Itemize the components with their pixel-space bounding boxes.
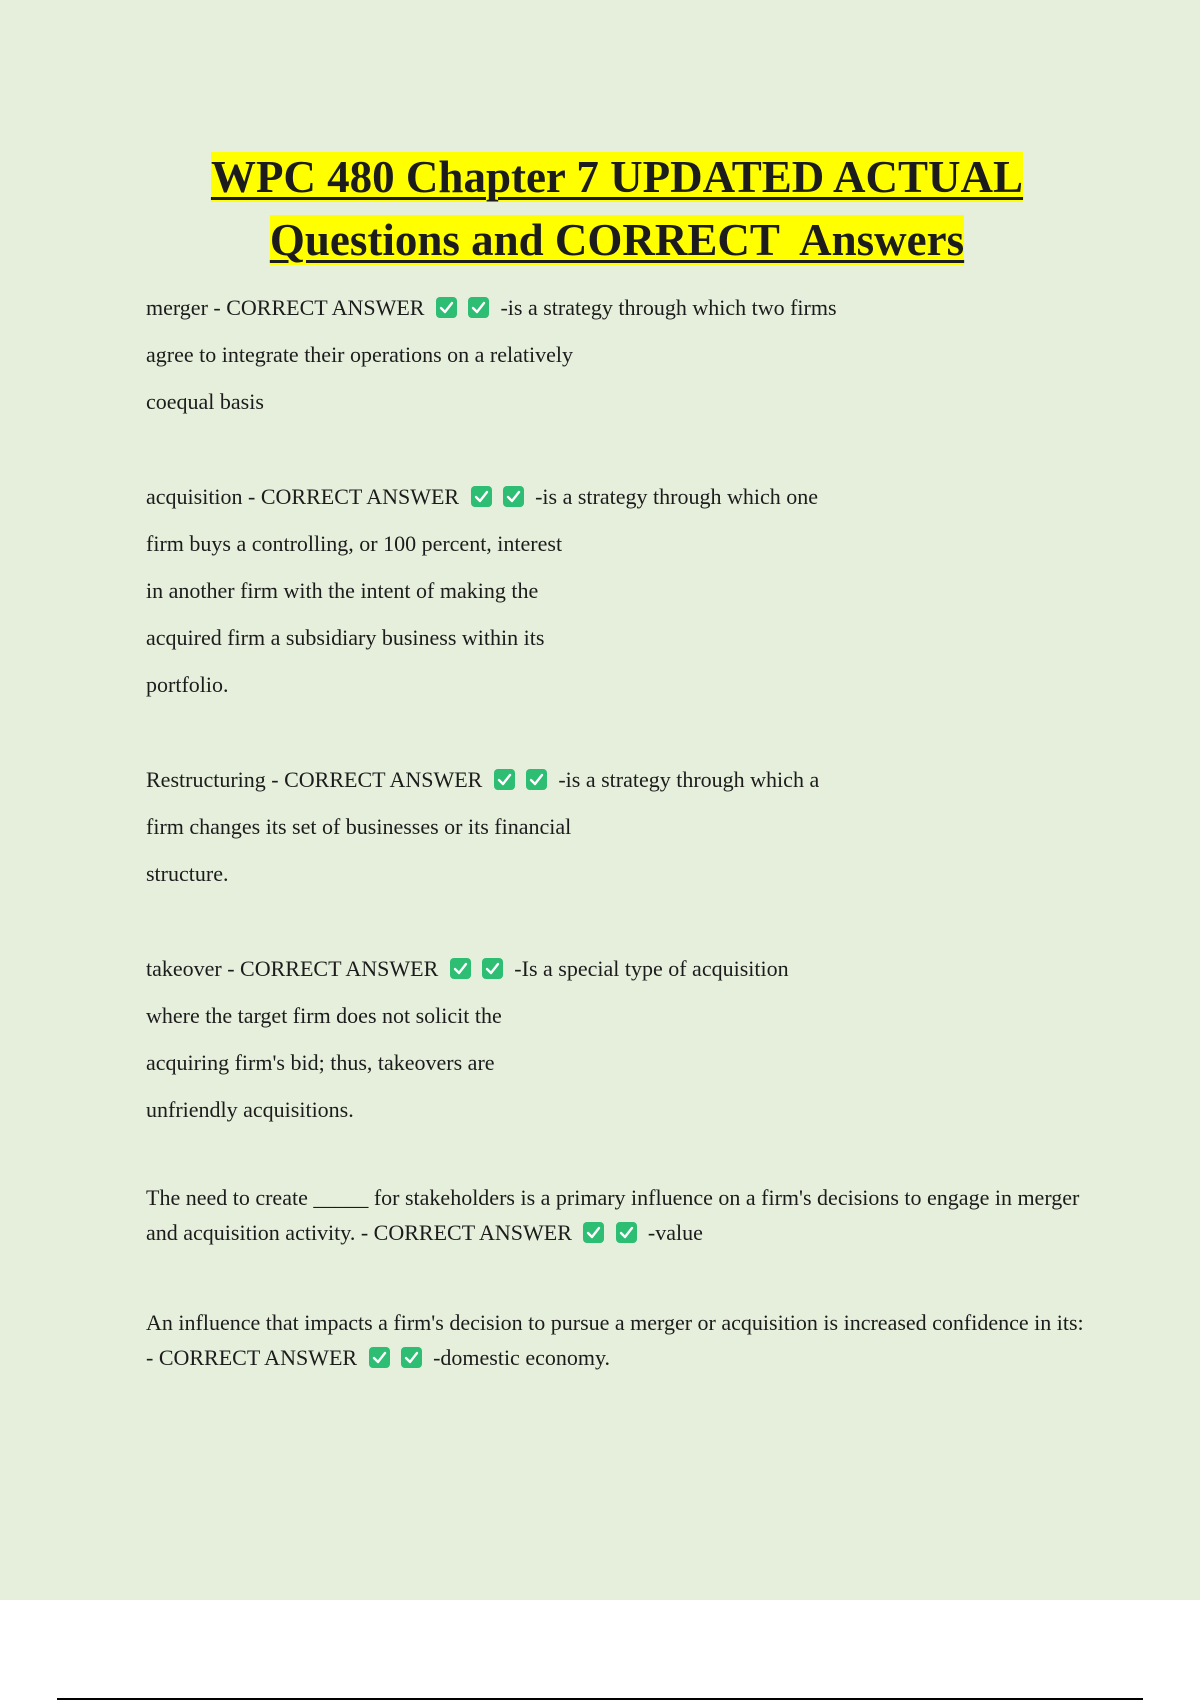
check-box-icon — [369, 1347, 390, 1368]
term-text: takeover — [146, 956, 222, 981]
definition-line: acquired firm a subsidiary business within its — [146, 625, 545, 650]
definition-line: firm changes its set of businesses or its financial — [146, 814, 572, 839]
check-box-icon — [526, 769, 547, 790]
answer-text: -domestic economy. — [433, 1344, 611, 1370]
definition-line: agree to integrate their operations on a relatively — [146, 342, 573, 367]
qa-entry-value — [146, 1181, 1086, 1250]
definition-line: firm buys a controlling, or 100 percent, interest — [146, 531, 563, 556]
check-box-icon — [583, 1222, 604, 1243]
qa-entry-acquisition — [146, 473, 1086, 708]
check-box-icon — [471, 486, 492, 507]
definition-line: portfolio. — [146, 672, 229, 697]
title-line-1: WPC 480 Chapter 7 UPDATED ACTUAL — [210, 152, 1024, 202]
check-box-icon — [482, 958, 503, 979]
definition-text: -is a strategy through which one — [535, 484, 818, 509]
term-text: merger — [146, 295, 208, 320]
check-box-icon — [503, 486, 524, 507]
qa-line — [146, 473, 1086, 520]
term-text: acquisition — [146, 484, 243, 509]
answer-label: - CORRECT ANSWER — [265, 767, 483, 792]
definition-line: in another firm with the intent of making the — [146, 578, 539, 603]
check-box-icon — [450, 958, 471, 979]
qa-entry-takeover — [146, 945, 1086, 1133]
answer-label: - CORRECT ANSWER — [221, 956, 439, 981]
check-box-icon — [436, 297, 457, 318]
answer-label: - CORRECT ANSWER — [242, 484, 460, 509]
page-title — [0, 146, 1200, 272]
qa-entry-domestic-economy — [146, 1306, 1086, 1375]
check-box-icon — [468, 297, 489, 318]
answer-label: - CORRECT ANSWER — [207, 295, 425, 320]
definition-line: structure. — [146, 861, 229, 886]
qa-entry-merger — [146, 284, 1086, 425]
qa-entry-restructuring — [146, 756, 1086, 897]
answer-label: - CORRECT ANSWER — [355, 1219, 572, 1245]
definition-line: where the target firm does not solicit the — [146, 1003, 502, 1028]
definition-text: -Is a special type of acquisition — [514, 956, 789, 981]
check-box-icon — [616, 1222, 637, 1243]
qa-line — [146, 284, 1086, 331]
question-text: The need to create _____ for stakeholders is a primary influence on a firm's decisions to engage in merger and acquisition activity. — [146, 1185, 1080, 1245]
question-text: An influence that impacts a firm's decision to pursue a merger or acquisition is increased confidence in its: — [146, 1310, 1084, 1335]
definition-line: acquiring firm's bid; thus, takeovers are — [146, 1050, 495, 1075]
definition-line: unfriendly acquisitions. — [146, 1097, 354, 1122]
definition-text: -is a strategy through which two firms — [500, 295, 837, 320]
answer-text: -value — [647, 1219, 703, 1245]
answer-label: - CORRECT ANSWER — [146, 1344, 358, 1370]
definition-line: coequal basis — [146, 389, 264, 414]
check-box-icon — [494, 769, 515, 790]
check-box-icon — [401, 1347, 422, 1368]
definition-text: -is a strategy through which a — [558, 767, 820, 792]
title-line-2: Questions and CORRECT Answers — [269, 215, 965, 265]
qa-line — [146, 756, 1086, 803]
term-text: Restructuring — [146, 767, 266, 792]
qa-line — [146, 945, 1086, 992]
qa-list — [146, 284, 1086, 1375]
